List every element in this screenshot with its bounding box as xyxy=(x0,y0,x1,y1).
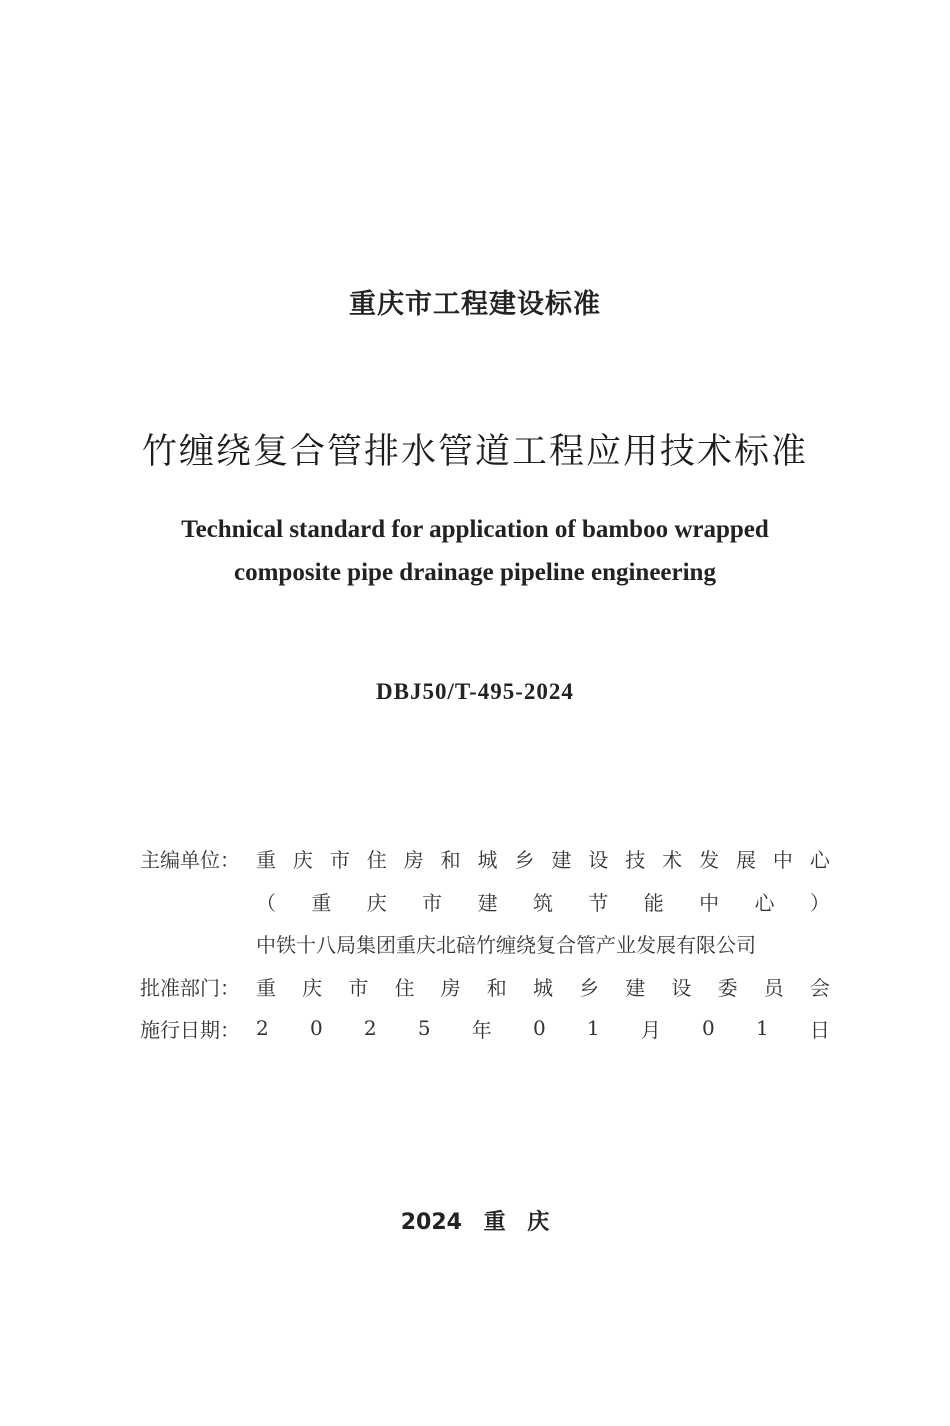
chief-editor-org-1-alias-char: 中 xyxy=(699,890,720,915)
chief-editor-org-1-char: 中 xyxy=(772,847,793,872)
effective-date-char: 0 xyxy=(532,1016,546,1040)
effective-date-char: 2 xyxy=(363,1016,377,1040)
chief-editor-org-1-char: 展 xyxy=(735,847,756,872)
chief-editor-org-1-alias-char: 筑 xyxy=(532,890,553,915)
chief-editor-org-1-char: 城 xyxy=(477,847,498,872)
approval-department-char: 乡 xyxy=(579,975,600,1000)
chief-editor-org-1-alias-char: 建 xyxy=(477,890,498,915)
approval-department-char: 市 xyxy=(348,975,369,1000)
chief-editor-org-1-alias xyxy=(256,887,830,916)
chief-editor-row xyxy=(140,842,830,874)
effective-date-char: 0 xyxy=(309,1016,323,1040)
approval-department-char: 城 xyxy=(532,975,553,1000)
footer-place: 重 庆 xyxy=(483,1210,550,1235)
chief-editor-org-1-alias-char: 重 xyxy=(311,890,332,915)
effective-date-char: 1 xyxy=(586,1016,600,1040)
chief-editor-org-2-row xyxy=(140,927,830,959)
chief-editor-org-1-alias-char: 心 xyxy=(754,890,775,915)
approval-department-char: 委 xyxy=(717,975,738,1000)
chief-editor-org-1-char: 市 xyxy=(329,847,350,872)
approval-department xyxy=(256,972,830,1001)
approval-department-char: 住 xyxy=(394,975,415,1000)
chief-editor-org-1-char: 建 xyxy=(551,847,572,872)
effective-date-char: 年 xyxy=(471,1017,492,1042)
chief-editor-org-1-char: 庆 xyxy=(292,847,313,872)
chief-editor-org-1-alias-char: 能 xyxy=(643,890,664,915)
approval-label: 批准部门： xyxy=(140,975,240,1000)
footer xyxy=(0,1205,950,1236)
chief-editor-org-1-alias-char: ） xyxy=(809,890,830,915)
chief-editor-org-1-char: 乡 xyxy=(514,847,535,872)
chief-editor-org-1-char: 设 xyxy=(588,847,609,872)
effective-date-char: 日 xyxy=(809,1017,830,1042)
chief-editor-label: 主编单位： xyxy=(140,847,240,872)
chief-editor-org-2: 中铁十八局集团重庆北碚竹缠绕复合管产业发展有限公司 xyxy=(256,932,756,957)
chief-editor-org-1-char: 重 xyxy=(256,847,276,872)
chief-editor-org-1-alias-char: 节 xyxy=(588,890,609,915)
chief-editor-org-1-char: 发 xyxy=(699,847,720,872)
approval-department-char: 房 xyxy=(440,975,461,1000)
approval-department-char: 建 xyxy=(625,975,646,1000)
chief-editor-org-1 xyxy=(256,844,830,873)
series-title: 重庆市工程建设标准 xyxy=(349,289,601,320)
standard-code: DBJ50/T-495-2024 xyxy=(376,679,574,704)
approval-department-char: 重 xyxy=(256,975,276,1000)
effective-date-char: 5 xyxy=(417,1016,431,1040)
english-title-line-1: Technical standard for application of bamboo wrapped xyxy=(181,516,769,543)
chief-editor-org-1-alias-char: 市 xyxy=(422,890,443,915)
effective-date-char: 0 xyxy=(702,1016,715,1040)
approval-department-char: 庆 xyxy=(302,975,323,1000)
chief-editor-org-1-alias-char: 庆 xyxy=(366,890,387,915)
approval-row xyxy=(140,970,830,1002)
effective-date-char: 2 xyxy=(256,1016,269,1040)
effective-date-label: 施行日期： xyxy=(140,1017,240,1042)
approval-department-char: 会 xyxy=(809,975,830,1000)
effective-date-char: 1 xyxy=(755,1016,769,1040)
chief-editor-org-1-char: 房 xyxy=(403,847,424,872)
chief-editor-org-1-char: 术 xyxy=(662,847,683,872)
effective-date-row xyxy=(140,1012,830,1044)
chief-editor-alias-row xyxy=(140,885,830,917)
approval-department-char: 设 xyxy=(671,975,692,1000)
chief-editor-org-1-char: 技 xyxy=(625,847,646,872)
footer-year: 2024 xyxy=(400,1210,462,1235)
chief-editor-org-1-char: 和 xyxy=(440,847,461,872)
approval-department-char: 和 xyxy=(486,975,507,1000)
english-title-line-2: composite pipe drainage pipeline engineering xyxy=(234,559,716,586)
chief-editor-org-1-alias-char: （ xyxy=(256,890,276,915)
approval-department-char: 员 xyxy=(763,975,784,1000)
chief-editor-org-1-char: 心 xyxy=(809,847,830,872)
effective-date xyxy=(256,1014,830,1043)
chief-editor-org-1-char: 住 xyxy=(366,847,387,872)
main-title: 竹缠绕复合管排水管道工程应用技术标准 xyxy=(141,432,808,472)
effective-date-char: 月 xyxy=(640,1017,661,1042)
